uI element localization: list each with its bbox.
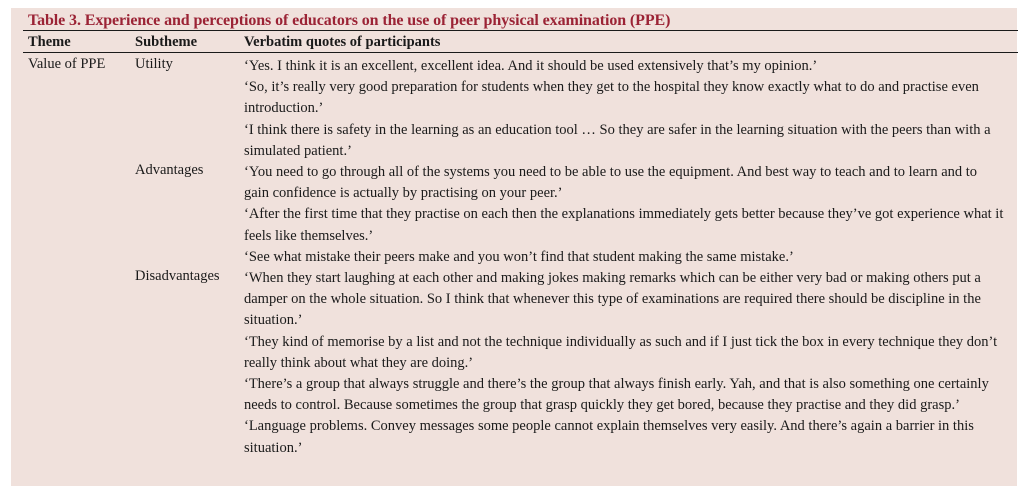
header-quotes: Verbatim quotes of participants (244, 34, 441, 50)
header-rule (23, 52, 1018, 53)
subtheme-disadvantages: Disadvantages (135, 268, 220, 284)
subtheme-advantages: Advantages (135, 162, 204, 178)
header-subtheme: Subtheme (135, 34, 198, 50)
quote: ‘Yes. I think it is an excellent, excellent idea. And it should be used extensively that’s my opinion.’ (244, 58, 818, 74)
theme-cell: Value of PPE (28, 56, 106, 72)
header-theme: Theme (28, 34, 71, 50)
subtheme-utility: Utility (135, 56, 173, 72)
quote: ‘See what mistake their peers make and you won’t find that student making the same mistake.’ (244, 248, 794, 265)
top-rule (23, 30, 1018, 31)
quote: ‘Language problems. Convey messages some people cannot explain themselves very easily. And there’s again a barrier in this situation.’ (244, 418, 974, 456)
quotes-column (244, 56, 1004, 459)
quote: ‘You need to go through all of the systems you need to be able to use the equipment. And best way to teach and to learn and to gain confidence is actually by practising on your peer.’ (244, 164, 978, 202)
quote: ‘There’s a group that always struggle and there’s the group that always finish early. Yah, and that is also something one certainly needs to control. Because sometimes the group that grasp quickly they get bored, because they practise and they did grasp.’ (244, 376, 989, 414)
table-caption: Table 3. Experience and perceptions of educators on the use of peer physical examination (PPE) (28, 12, 671, 29)
quote: ‘After the first time that they practise on each then the explanations immediately gets better because they’ve got experience what it feels like themselves.’ (244, 206, 1004, 244)
quote: ‘They kind of memorise by a list and not the technique individually as such and if I just tick the box in every technique they don’t really think about what they are doing.’ (244, 333, 998, 371)
quote: ‘So, it’s really very good preparation for students when they get to the hospital they know exactly what to do and practise even introduction.’ (244, 79, 979, 117)
quote: ‘I think there is safety in the learning as an education tool … So they are safer in the learning situation with the peers than with a simulated patient.’ (244, 121, 991, 159)
table-panel (11, 8, 1017, 486)
quote: ‘When they start laughing at each other and making jokes making remarks which can be either very bad or making others put a damper on the whole situation. So I think that whenever this type of examinations are required there should be discipline in the situation.’ (244, 270, 981, 329)
